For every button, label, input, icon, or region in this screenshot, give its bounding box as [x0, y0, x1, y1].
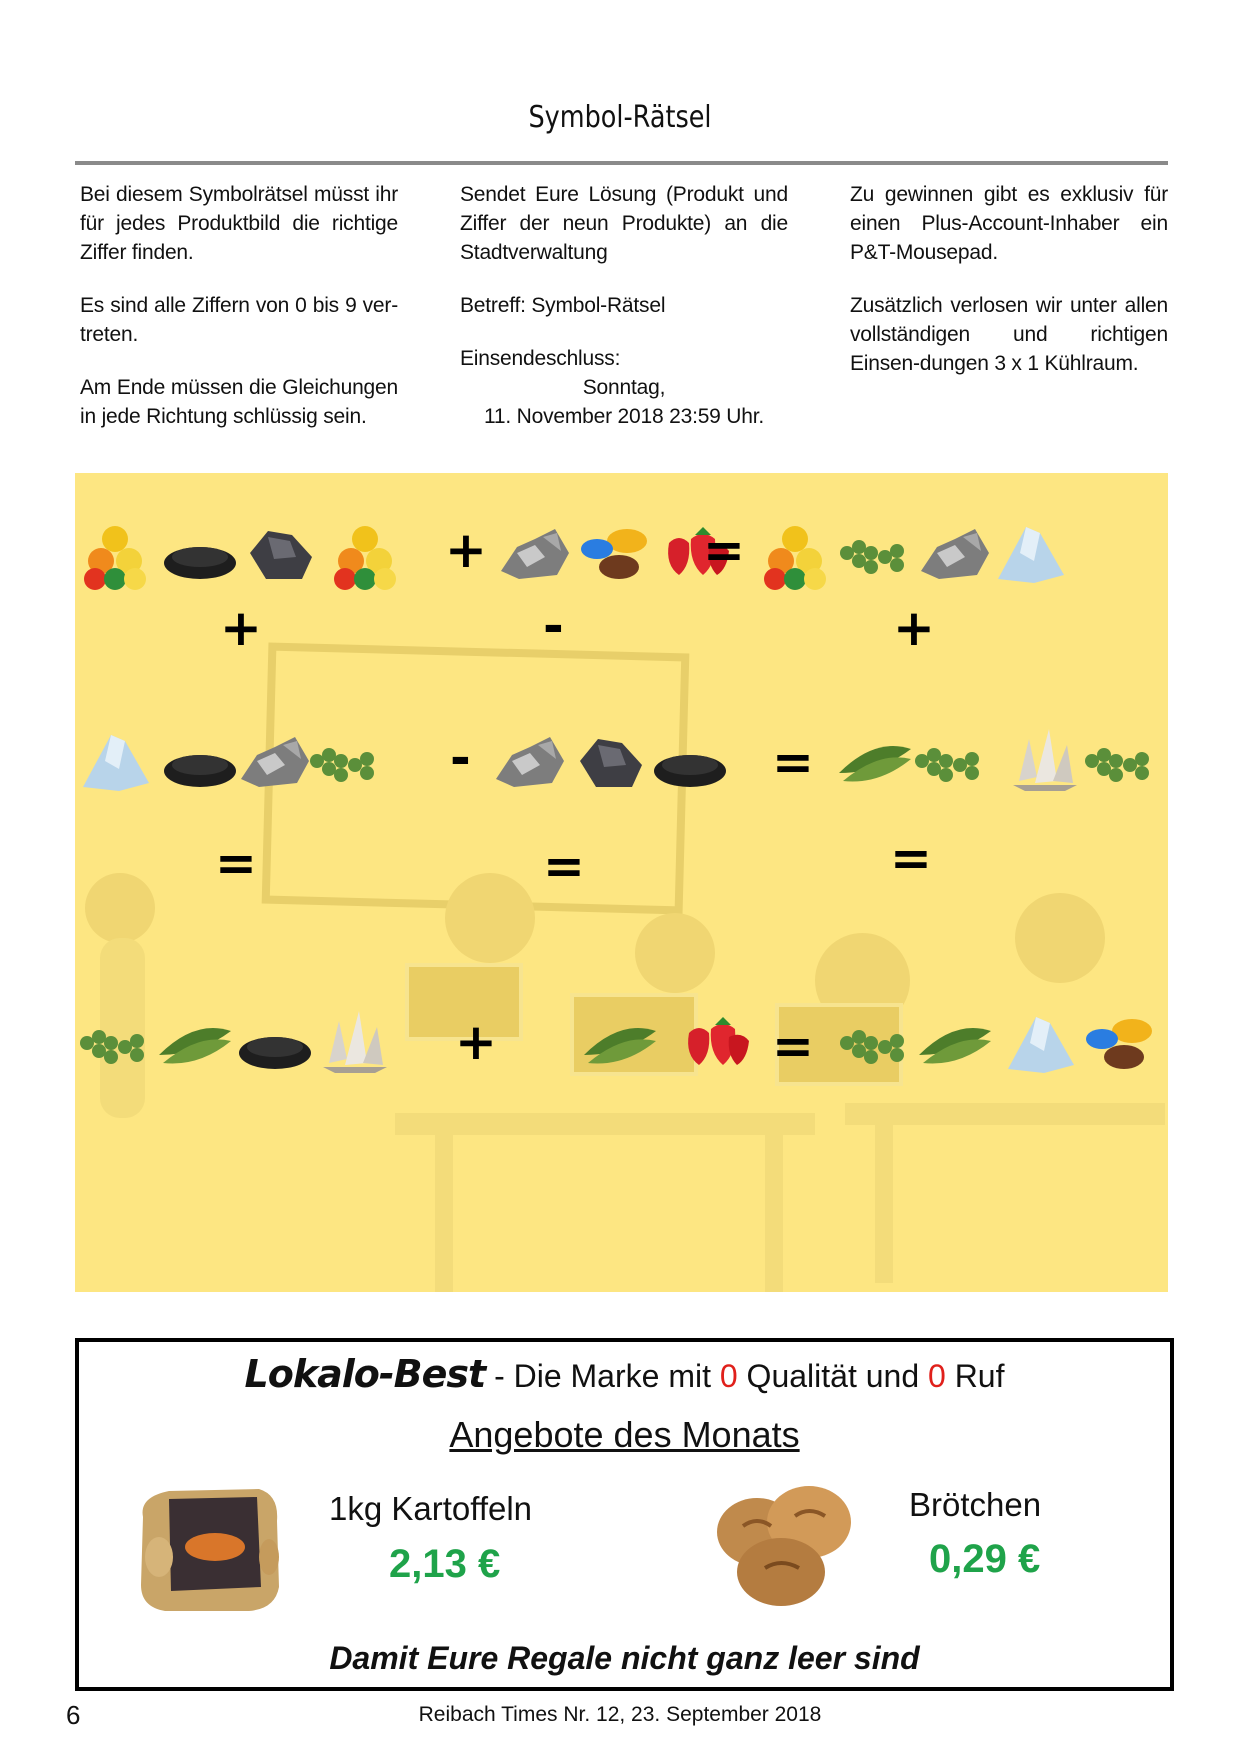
ad-zero-quality: 0: [719, 1358, 738, 1394]
deadline-label: Einsendeschluss:: [460, 347, 621, 370]
equation-row-1: [75, 513, 1168, 593]
background-desk-leg: [435, 1133, 453, 1292]
prize-text-2: Zusätzlich verlosen wir unter allen vollständigen und richtigen Einsen-dungen 3 x 1 Kühlraum.: [850, 294, 1168, 375]
minus-operator: -: [450, 729, 471, 787]
background-figure: [85, 873, 155, 943]
prize-text-1: Zu gewinnen gibt es exklusiv für einen Plus-Account-Inhaber ein P&T-Mousepad.: [850, 183, 1168, 264]
vertical-plus-1: +: [220, 599, 262, 657]
rules-text-2: Es sind alle Ziffern von 0 bis 9 ver-treten.: [80, 294, 398, 346]
product-2-price: 0,29 €: [929, 1537, 1041, 1581]
deadline: [460, 373, 788, 431]
beans-icon: [580, 1003, 660, 1083]
column-rules: [80, 180, 398, 455]
product-2-name: Brötchen: [909, 1486, 1042, 1523]
background-figure: [1015, 893, 1105, 983]
bread-rolls-icon: [709, 1472, 859, 1612]
salt-icon: [1000, 1003, 1080, 1083]
vertical-plus-2: +: [893, 599, 935, 657]
coal-icon: [235, 1003, 315, 1083]
background-figure: [635, 913, 715, 993]
ad-tagline-post: Ruf: [945, 1358, 1005, 1394]
balls-icon: [755, 513, 835, 593]
crystal-icon: [315, 1003, 395, 1083]
plus-operator: +: [445, 521, 487, 579]
product-1-name: 1kg Kartoffeln: [329, 1490, 533, 1527]
ad-box: [75, 1338, 1174, 1691]
ad-slogan: Damit Eure Regale nicht ganz leer sind: [329, 1640, 920, 1676]
background-figure: [445, 873, 535, 963]
coal-icon: [650, 721, 730, 801]
ad-headline: [79, 1352, 1170, 1396]
rock-icon: [570, 721, 650, 801]
brand-name: Lokalo-Best: [244, 1352, 486, 1396]
strawberry-icon: [675, 1003, 755, 1083]
grapes-icon: [1080, 721, 1160, 801]
grapes-icon: [305, 721, 385, 801]
ore-icon: [490, 721, 570, 801]
ore-icon: [235, 721, 315, 801]
salt-icon: [990, 513, 1070, 593]
ad-tagline-pre: - Die Marke mit: [485, 1358, 720, 1394]
beans-icon: [155, 1003, 235, 1083]
beans-icon: [835, 721, 915, 801]
rules-text-1: Bei diesem Symbolrätsel müsst ihr für jedes Produktbild die richtige Ziffer finden.: [80, 183, 398, 264]
ad-tagline-mid: Qualität und: [737, 1358, 928, 1394]
coal-icon: [160, 513, 240, 593]
soap-icon: [575, 513, 655, 593]
rules-text-3: Am Ende müssen die Gleichungen in jede Richtung schlüssig sein.: [80, 376, 398, 428]
column-submission: [460, 180, 788, 431]
plus-operator: +: [455, 1013, 497, 1071]
balls-icon: [75, 513, 155, 593]
vertical-equals-1: =: [215, 834, 257, 892]
vertical-equals-3: =: [890, 829, 932, 887]
beans-icon: [915, 1003, 995, 1083]
background-desk-leg: [765, 1133, 783, 1292]
subject-line: Betreff: Symbol-Rätsel: [460, 294, 666, 317]
page-title: Symbol-Rätsel: [528, 100, 712, 135]
equals-operator: =: [772, 1017, 814, 1075]
ad-subtitle: Angebote des Monats: [449, 1414, 800, 1455]
vertical-equals-2: =: [543, 837, 585, 895]
grapes-icon: [910, 721, 990, 801]
ore-icon: [915, 513, 995, 593]
grapes-icon: [835, 1003, 915, 1083]
product-1-price: 2,13 €: [389, 1542, 501, 1586]
balls-icon: [325, 513, 405, 593]
title-rule: [75, 161, 1168, 165]
grapes-icon: [835, 513, 915, 593]
column-prizes: [850, 180, 1168, 402]
equation-row-2: [75, 721, 1168, 801]
ad-zero-reputation: 0: [928, 1358, 946, 1394]
soap-icon: [1080, 1003, 1160, 1083]
puzzle-area: [75, 473, 1168, 1292]
crystal-icon: [1005, 721, 1085, 801]
deadline-date: 11. November 2018 23:59 Uhr.: [483, 405, 765, 428]
vertical-minus: -: [543, 597, 564, 655]
rock-icon: [240, 513, 320, 593]
background-desk-leg: [875, 1123, 893, 1283]
deadline-day: Sonntag,: [582, 376, 666, 399]
equals-operator: =: [703, 521, 745, 579]
equals-operator: =: [772, 733, 814, 791]
background-desk: [845, 1103, 1165, 1125]
coal-icon: [160, 721, 240, 801]
potato-sack-icon: [129, 1477, 289, 1617]
ore-icon: [495, 513, 575, 593]
submission-text: Sendet Eure Lösung (Produkt und Ziffer der neun Produkte) an die Stadtverwaltung: [460, 183, 788, 264]
equation-row-3: [75, 1003, 1168, 1083]
salt-icon: [75, 721, 155, 801]
background-desk: [395, 1113, 815, 1135]
page-number: 6: [66, 1700, 81, 1730]
footer-issue: Reibach Times Nr. 12, 23. September 2018: [418, 1703, 822, 1726]
grapes-icon: [75, 1003, 155, 1083]
